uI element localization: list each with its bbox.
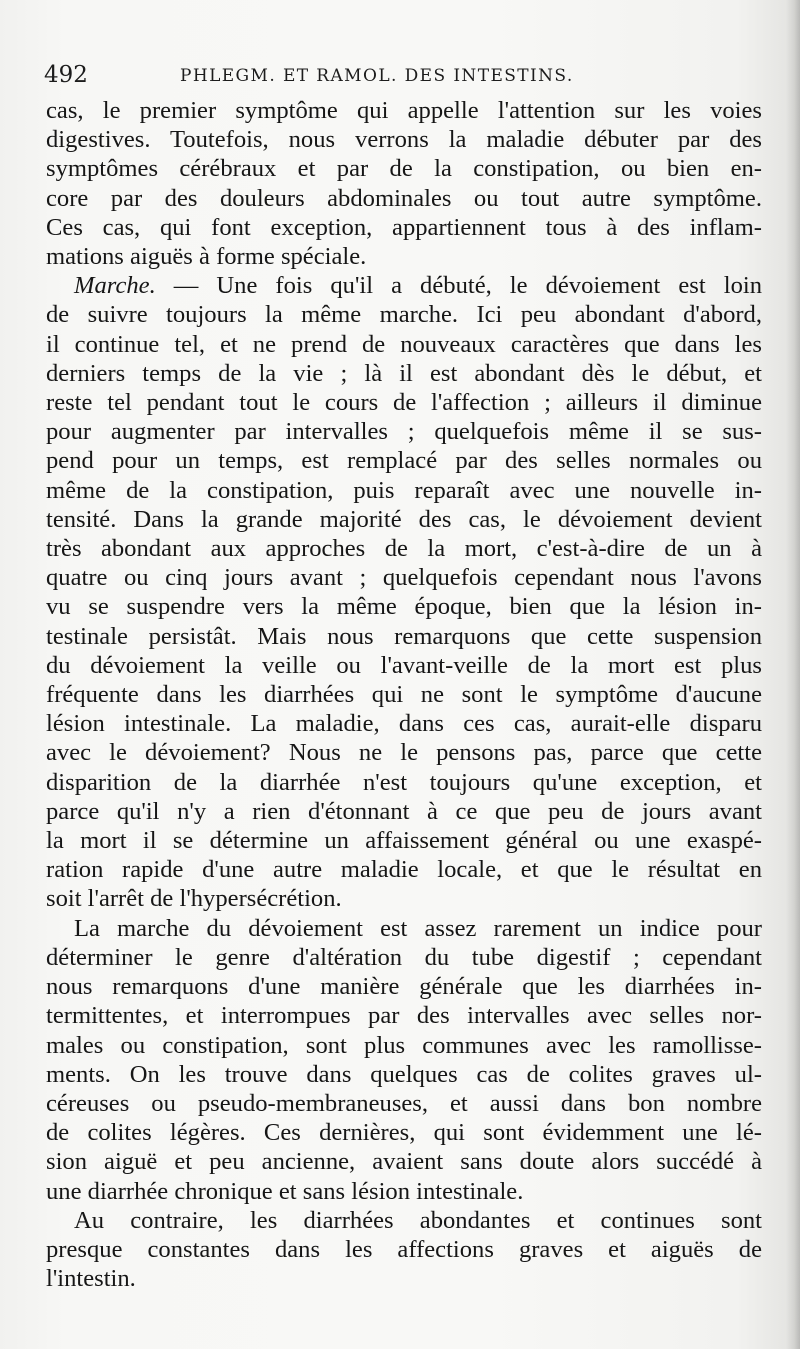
section-lead-marche: Marche. bbox=[74, 272, 156, 300]
text-line: une diarrhée chronique et sans lésion intestinale. bbox=[46, 1177, 524, 1205]
text-line: digestives. Toutefois, nous verrons la maladie débuter par des bbox=[46, 126, 762, 154]
text-line: La marche du dévoiement est assez rarement un indice pour bbox=[74, 914, 762, 942]
text-line: fréquente dans les diarrhées qui ne sont le symptôme d'aucune bbox=[46, 681, 762, 709]
text-line: de colites légères. Ces dernières, qui sont évidemment une lé- bbox=[46, 1119, 762, 1147]
text-line: Ces cas, qui font exception, appartiennent tous à des inflam- bbox=[46, 213, 762, 241]
text-line: parce qu'il n'y a rien d'étonnant à ce que peu de jours avant bbox=[46, 797, 762, 825]
body-text bbox=[46, 96, 762, 1293]
text-line: vu se suspendre vers la même époque, bien que la lésion in- bbox=[46, 593, 762, 621]
text-line: Au contraire, les diarrhées abondantes et continues sont bbox=[74, 1206, 762, 1234]
text-line: déterminer le genre d'altération du tube digestif ; cependant bbox=[46, 943, 762, 971]
paragraph-marche bbox=[46, 271, 762, 913]
text-line: cas, le premier symptôme qui appelle l'attention sur les voies bbox=[46, 97, 762, 124]
text-line: soit l'arrêt de l'hypersécrétion. bbox=[46, 885, 342, 913]
text-line: core par des douleurs abdominales ou tout autre symptôme. bbox=[46, 184, 762, 212]
text-line: — Une fois qu'il a débuté, le dévoiement est loin bbox=[155, 272, 762, 300]
text-line: même de la constipation, puis reparaît avec une nouvelle in- bbox=[46, 476, 762, 504]
text-line: il continue tel, et ne prend de nouveaux caractères que dans les bbox=[46, 330, 762, 358]
text-line: males ou constipation, sont plus communes avec les ramollisse- bbox=[46, 1031, 762, 1059]
text-line: termittentes, et interrompues par des intervalles avec selles nor- bbox=[46, 1002, 762, 1030]
text-line: du dévoiement la veille ou l'avant-veille de la mort est plus bbox=[46, 651, 762, 679]
text-line: presque constantes dans les affections graves et aiguës de bbox=[46, 1235, 762, 1263]
text-line: testinale persistât. Mais nous remarquons que cette suspension bbox=[46, 622, 762, 650]
text-line: disparition de la diarrhée n'est toujours qu'une exception, et bbox=[46, 768, 762, 796]
text-line: derniers temps de la vie ; là il est abondant dès le début, et bbox=[46, 359, 762, 387]
paragraph-4 bbox=[46, 1206, 762, 1294]
text-line-with-lead bbox=[46, 271, 762, 300]
text-line: mations aiguës à forme spéciale. bbox=[46, 243, 367, 271]
text-line: avec le dévoiement? Nous ne le pensons pas, parce que cette bbox=[46, 739, 762, 767]
text-line: très abondant aux approches de la mort, c'est-à-dire de un à bbox=[46, 535, 762, 563]
text-line: céreuses ou pseudo-membraneuses, et aussi dans bon nombre bbox=[46, 1089, 762, 1117]
text-line: sion aiguë et peu ancienne, avaient sans doute alors succédé à bbox=[46, 1148, 762, 1176]
paragraph-1 bbox=[46, 96, 762, 271]
text-line: nous remarquons d'une manière générale que les diarrhées in- bbox=[46, 973, 762, 1001]
text-line: de suivre toujours la même marche. Ici peu abondant d'abord, bbox=[46, 301, 762, 329]
text-line: l'intestin. bbox=[46, 1265, 136, 1293]
paragraph-3 bbox=[46, 914, 762, 1206]
text-line: ments. On les trouve dans quelques cas de colites graves ul- bbox=[46, 1060, 762, 1088]
text-line: la mort il se détermine un affaissement général ou une exaspé- bbox=[46, 827, 762, 855]
text-line: tensité. Dans la grande majorité des cas, le dévoiement devient bbox=[46, 505, 762, 533]
text-line: lésion intestinale. La maladie, dans ces cas, aurait-elle disparu bbox=[46, 710, 762, 738]
running-head: PHLEGM. ET RAMOL. DES INTESTINS. bbox=[180, 66, 574, 86]
text-line: symptômes cérébraux et par de la constipation, ou bien en- bbox=[46, 155, 762, 183]
text-line: reste tel pendant tout le cours de l'affection ; ailleurs il diminue bbox=[46, 389, 762, 417]
text-line: ration rapide d'une autre maladie locale, et que le résultat en bbox=[46, 856, 762, 884]
text-line: pend pour un temps, est remplacé par des selles normales ou bbox=[46, 447, 762, 475]
text-line: pour augmenter par intervalles ; quelquefois même il se sus- bbox=[46, 418, 762, 446]
text-line: quatre ou cinq jours avant ; quelquefois cependant nous l'avons bbox=[46, 564, 762, 592]
page-number: 492 bbox=[44, 62, 88, 88]
page-header bbox=[44, 62, 744, 96]
page-edge-shadow bbox=[786, 0, 800, 1349]
